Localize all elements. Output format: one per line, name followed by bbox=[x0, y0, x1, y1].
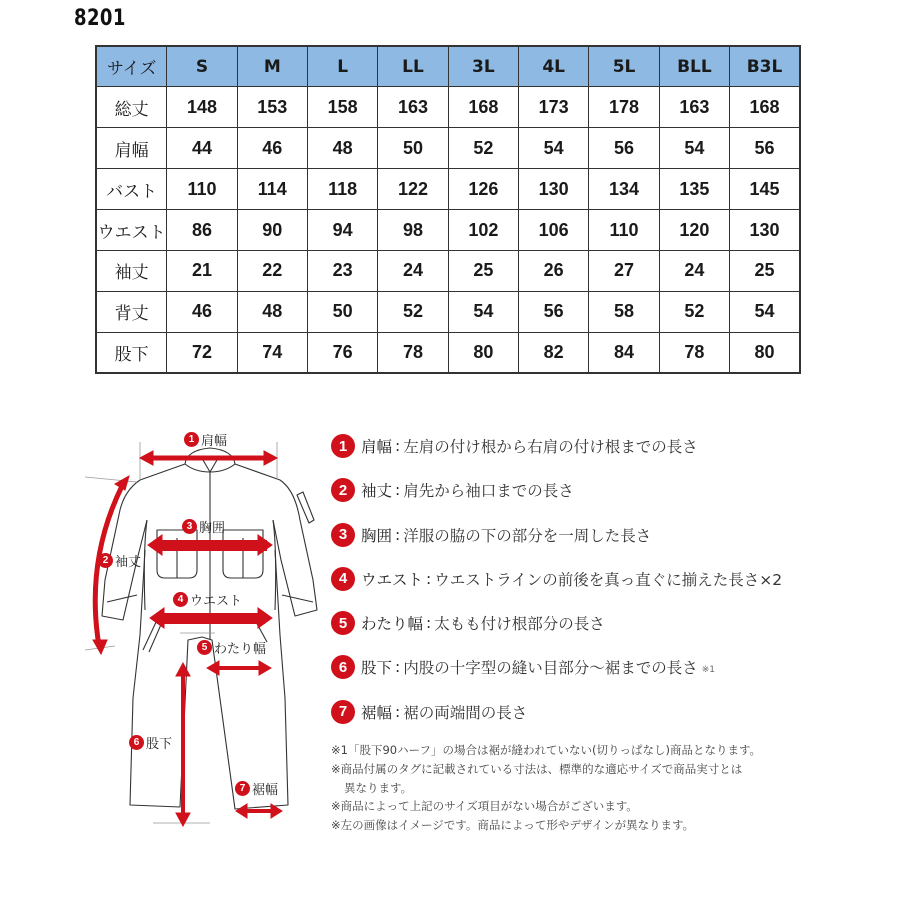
measurement-value: 148 bbox=[167, 87, 237, 128]
legend-separator: : bbox=[395, 437, 401, 455]
measurement-value: 54 bbox=[448, 291, 518, 332]
footnote: ※商品付属のタグに記載されている寸法は、標準的な適応サイズで商品実寸とは bbox=[331, 761, 743, 776]
size-header: 4L bbox=[519, 46, 589, 87]
measurement-label: 肩幅 bbox=[96, 128, 167, 169]
legend-description: 太もも付け根部分の長さ bbox=[434, 615, 605, 634]
measurement-value: 54 bbox=[659, 128, 729, 169]
diagram-label-waist: 4 ウエスト bbox=[173, 590, 242, 609]
diagram-label-hem-width: 7 裾幅 bbox=[235, 779, 278, 798]
measurement-value: 52 bbox=[448, 128, 518, 169]
number-badge: 5 bbox=[197, 640, 212, 655]
measurement-value: 114 bbox=[237, 169, 307, 210]
size-chart-table bbox=[95, 45, 801, 374]
measurement-value: 126 bbox=[448, 169, 518, 210]
measurement-value: 56 bbox=[589, 128, 659, 169]
measurement-row bbox=[96, 87, 800, 128]
size-header: LL bbox=[378, 46, 448, 87]
size-header: 5L bbox=[589, 46, 659, 87]
number-badge: 3 bbox=[182, 519, 197, 534]
measurement-row bbox=[96, 332, 800, 373]
footnote: ※商品によって上記のサイズ項目がない場合がございます。 bbox=[331, 799, 638, 814]
measurement-row bbox=[96, 210, 800, 251]
measurement-value: 90 bbox=[237, 210, 307, 251]
measurement-value: 78 bbox=[659, 332, 729, 373]
legend-term: 胸囲 bbox=[361, 526, 393, 545]
number-badge: 6 bbox=[331, 655, 355, 679]
diagram-label-chest: 3 胸囲 bbox=[182, 517, 225, 536]
measurement-value: 102 bbox=[448, 210, 518, 251]
measurement-row bbox=[96, 128, 800, 169]
measurement-value: 24 bbox=[659, 250, 729, 291]
measurement-value: 56 bbox=[730, 128, 800, 169]
measurement-value: 134 bbox=[589, 169, 659, 210]
legend-separator: : bbox=[426, 614, 432, 633]
number-badge: 2 bbox=[331, 478, 355, 502]
measurement-value: 23 bbox=[307, 250, 377, 291]
legend-term: 裾幅 bbox=[361, 703, 393, 722]
legend-term: 肩幅 bbox=[361, 438, 393, 456]
measurement-value: 153 bbox=[237, 87, 307, 128]
measurement-label: 総丈 bbox=[96, 87, 167, 128]
legend-term: 股下 bbox=[361, 659, 393, 678]
measurement-value: 82 bbox=[519, 332, 589, 373]
legend-note-marker: ※1 bbox=[701, 665, 716, 676]
number-badge: 1 bbox=[331, 434, 355, 458]
size-header: M bbox=[237, 46, 307, 87]
measurement-value: 110 bbox=[589, 210, 659, 251]
measurement-value: 56 bbox=[519, 291, 589, 332]
measurement-value: 80 bbox=[730, 332, 800, 373]
measurement-value: 76 bbox=[307, 332, 377, 373]
footnote: ※左の画像はイメージです。商品によって形やデザインが異なります。 bbox=[331, 818, 695, 833]
number-badge: 3 bbox=[331, 523, 355, 547]
legend-description: 内股の十字型の縫い目部分〜裾までの長さ bbox=[403, 659, 698, 678]
measurement-row bbox=[96, 250, 800, 291]
measurement-label: 股下 bbox=[96, 332, 167, 373]
measurement-value: 58 bbox=[589, 291, 659, 332]
number-badge: 2 bbox=[98, 553, 113, 568]
legend-item bbox=[331, 700, 831, 724]
measurement-value: 106 bbox=[519, 210, 589, 251]
measurement-legend bbox=[331, 434, 831, 744]
measurement-value: 25 bbox=[448, 250, 518, 291]
number-badge: 5 bbox=[331, 611, 355, 635]
legend-separator: : bbox=[395, 481, 401, 500]
legend-item bbox=[331, 655, 831, 679]
size-header: BLL bbox=[659, 46, 729, 87]
legend-separator: : bbox=[395, 525, 401, 544]
measurement-value: 48 bbox=[307, 128, 377, 169]
measurement-value: 110 bbox=[167, 169, 237, 210]
measurement-value: 80 bbox=[448, 332, 518, 373]
measurement-value: 86 bbox=[167, 210, 237, 251]
legend-item bbox=[331, 611, 831, 635]
size-header: 3L bbox=[448, 46, 518, 87]
measurement-value: 130 bbox=[519, 169, 589, 210]
footnote: ※1「股下90ハーフ」の場合は裾が縫われていない(切りっぱなし)商品となります。 bbox=[331, 743, 762, 757]
number-badge: 6 bbox=[129, 735, 144, 750]
measurement-value: 168 bbox=[448, 87, 518, 128]
measurement-value: 21 bbox=[167, 250, 237, 291]
measurement-value: 50 bbox=[307, 291, 377, 332]
footnote-continuation: 異なります。 bbox=[344, 780, 413, 795]
measurement-value: 120 bbox=[659, 210, 729, 251]
legend-item bbox=[331, 434, 831, 458]
legend-description: 洋服の脇の下の部分を一周した長さ bbox=[403, 526, 652, 545]
measurement-value: 168 bbox=[730, 87, 800, 128]
legend-term: わたり幅 bbox=[361, 615, 424, 634]
legend-separator: : bbox=[395, 658, 401, 677]
measurement-value: 135 bbox=[659, 169, 729, 210]
measurement-value: 24 bbox=[378, 250, 448, 291]
measurement-value: 25 bbox=[730, 250, 800, 291]
number-badge: 1 bbox=[184, 432, 199, 447]
size-header: L bbox=[307, 46, 377, 87]
measurement-value: 22 bbox=[237, 250, 307, 291]
legend-description: 左肩の付け根から右肩の付け根までの長さ bbox=[403, 438, 698, 456]
measurement-value: 178 bbox=[589, 87, 659, 128]
model-number: 8201 bbox=[74, 6, 126, 31]
measurement-value: 163 bbox=[378, 87, 448, 128]
number-badge: 4 bbox=[331, 567, 355, 591]
diagram-label-inseam: 6 股下 bbox=[129, 733, 172, 752]
measurement-value: 98 bbox=[378, 210, 448, 251]
measurement-value: 46 bbox=[167, 291, 237, 332]
measurement-value: 163 bbox=[659, 87, 729, 128]
measurement-value: 48 bbox=[237, 291, 307, 332]
size-header-row bbox=[96, 46, 800, 87]
measurement-value: 118 bbox=[307, 169, 377, 210]
measurement-value: 52 bbox=[378, 291, 448, 332]
measurement-value: 54 bbox=[519, 128, 589, 169]
size-corner-label: サイズ bbox=[96, 46, 167, 87]
measurement-value: 50 bbox=[378, 128, 448, 169]
coverall-outline-icon bbox=[85, 420, 335, 840]
legend-separator: : bbox=[395, 702, 401, 721]
measurement-value: 130 bbox=[730, 210, 800, 251]
footnotes bbox=[331, 741, 811, 835]
measurement-value: 158 bbox=[307, 87, 377, 128]
coverall-measurement-diagram bbox=[85, 420, 335, 840]
size-header: S bbox=[167, 46, 237, 87]
measurement-value: 27 bbox=[589, 250, 659, 291]
measurement-value: 122 bbox=[378, 169, 448, 210]
number-badge: 7 bbox=[235, 781, 250, 796]
diagram-label-shoulder: 1 肩幅 bbox=[184, 430, 227, 449]
measurement-value: 72 bbox=[167, 332, 237, 373]
legend-description: ウエストラインの前後を真っ直ぐに揃えた長さ×2 bbox=[434, 570, 783, 589]
legend-item bbox=[331, 478, 831, 502]
legend-description: 裾の両端間の長さ bbox=[403, 703, 528, 722]
measurement-label: ウエスト bbox=[96, 210, 167, 251]
legend-description: 肩先から袖口までの長さ bbox=[403, 482, 574, 501]
measurement-value: 78 bbox=[378, 332, 448, 373]
measurement-label: 背丈 bbox=[96, 291, 167, 332]
legend-term: 袖丈 bbox=[361, 482, 393, 501]
measurement-value: 74 bbox=[237, 332, 307, 373]
measurement-label: 袖丈 bbox=[96, 250, 167, 291]
measurement-value: 94 bbox=[307, 210, 377, 251]
diagram-label-thigh-width: 5 わたり幅 bbox=[197, 638, 266, 657]
legend-item bbox=[331, 567, 831, 591]
diagram-label-sleeve: 2 袖丈 bbox=[98, 551, 141, 570]
measurement-value: 173 bbox=[519, 87, 589, 128]
legend-item bbox=[331, 523, 831, 547]
size-header: B3L bbox=[730, 46, 800, 87]
legend-term: ウエスト bbox=[361, 570, 424, 589]
measurement-value: 52 bbox=[659, 291, 729, 332]
measurement-value: 44 bbox=[167, 128, 237, 169]
measurement-value: 46 bbox=[237, 128, 307, 169]
measurement-value: 145 bbox=[730, 169, 800, 210]
measurement-value: 54 bbox=[730, 291, 800, 332]
measurement-value: 84 bbox=[589, 332, 659, 373]
measurement-label: バスト bbox=[96, 169, 167, 210]
measurement-row bbox=[96, 169, 800, 210]
number-badge: 7 bbox=[331, 700, 355, 724]
number-badge: 4 bbox=[173, 592, 188, 607]
legend-separator: : bbox=[426, 569, 432, 588]
measurement-value: 26 bbox=[519, 250, 589, 291]
measurement-row bbox=[96, 291, 800, 332]
